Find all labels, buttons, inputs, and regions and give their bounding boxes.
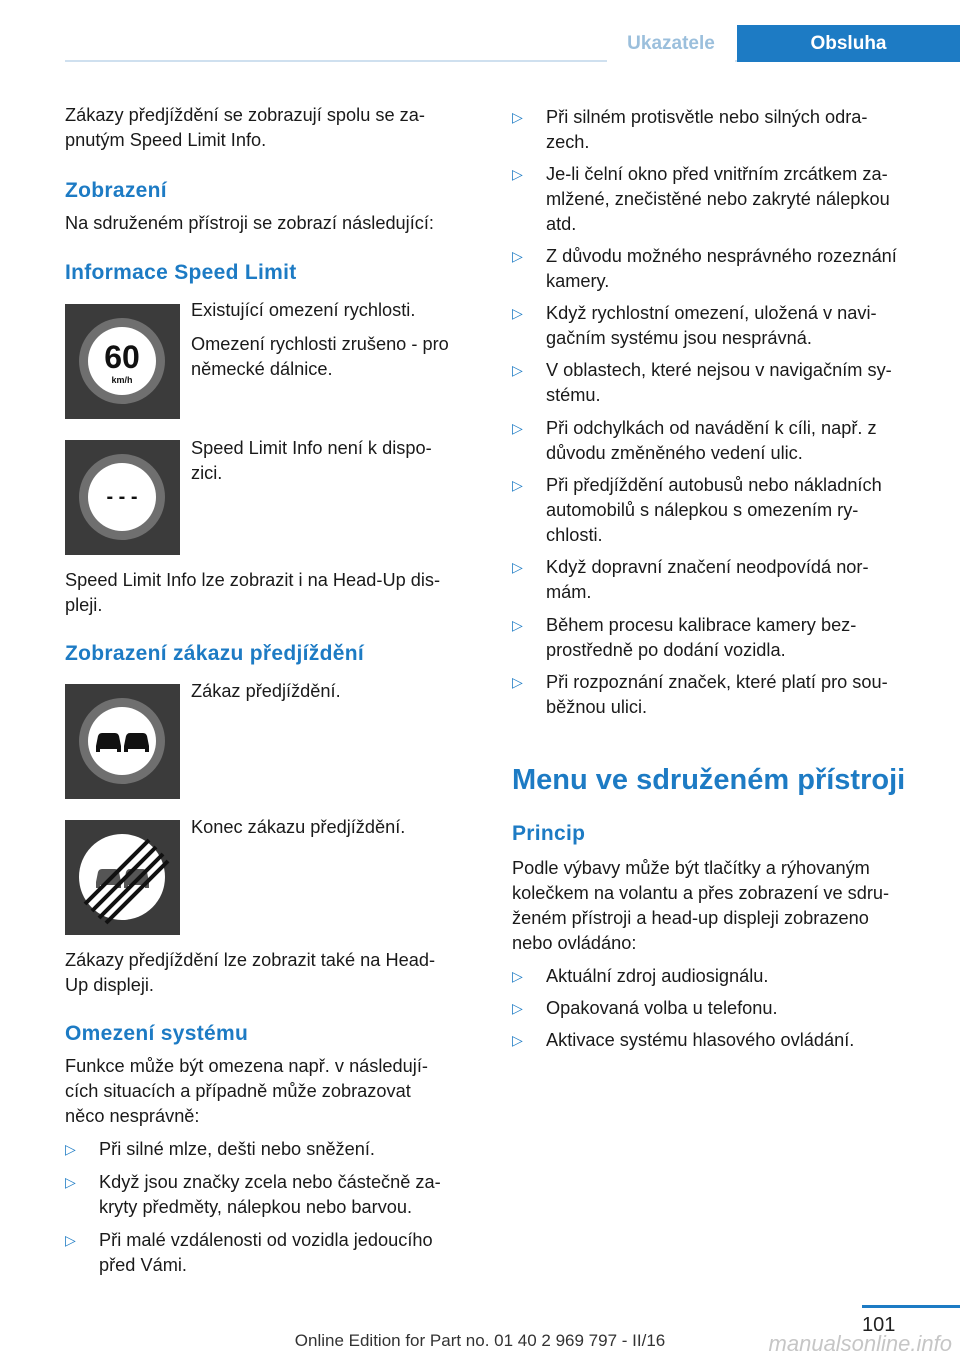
list-item: ▷ Při silné mlze, dešti nebo sněžení. [65,1137,485,1162]
list-item: ▷ Je-li čelní okno před vnitřním zrcátkem za- mlžené, znečistěné nebo zakryté nálepkou atd. [512,162,932,237]
sign-nopass-text: Zákaz předjíždění. [191,681,341,701]
sign-60-text1: Existující omezení rychlosti. [191,300,416,320]
princip-text: Podle výbavy může být tlačítky a rýhovaným kolečkem na volantu a přes zobrazení ve sdru- ženém přístroji a head-up displeji zobrazeno nebo ovládáno: [512,858,890,953]
edition-text: Online Edition for Part no. 01 40 2 969 797 - II/16 [294,1331,666,1350]
heading-zobrazeni: Zobrazení [65,179,167,202]
list-item: ▷ Při silném protisvětle nebo silných odra- zech. [512,105,932,155]
triangle-bullet-icon: ▷ [65,1174,76,1190]
triangle-bullet-icon: ▷ [512,674,523,690]
triangle-bullet-icon: ▷ [512,559,523,575]
triangle-bullet-icon: ▷ [512,362,523,378]
sign-60-value: 60 [104,339,140,375]
sign-endnopass-text: Konec zákazu předjíždění. [191,817,406,837]
speed-limit-unavailable-sign-icon [65,440,180,555]
triangle-bullet-icon: ▷ [512,968,523,984]
list-item: ▷ Když jsou značky zcela nebo částečně za- kryty předměty, nálepkou nebo barvou. [65,1170,485,1220]
triangle-bullet-icon: ▷ [65,1141,76,1157]
list-item: ▷ Při odchylkách od navádění k cíli, např. z důvodu změněného vedení ulic. [512,416,932,466]
list-item: ▷ Při předjíždění autobusů nebo nákladních automobilů s nálepkou s omezením ry- chlosti. [512,473,932,548]
triangle-bullet-icon: ▷ [512,248,523,264]
footer-rule [862,1305,960,1308]
zobrazeni-text: Na sdruženém přístroji se zobrazí následující: [65,213,434,233]
list-item: ▷ Aktuální zdroj audiosignálu. [512,964,932,989]
triangle-bullet-icon: ▷ [65,1232,76,1248]
list-item: ▷ Když rychlostní omezení, uložená v navi- gačním systému jsou nesprávná. [512,301,932,351]
list-item: ▷ Při malé vzdálenosti od vozidla jedoucího před Vámi. [65,1228,485,1278]
list-item: ▷ Když dopravní značení neodpovídá nor- mám. [512,555,932,605]
tab-obsluha[interactable]: Obsluha [737,25,960,62]
heading-princip: Princip [512,822,586,845]
triangle-bullet-icon: ▷ [512,166,523,182]
no-passing-sign-icon [65,684,180,799]
list-item: ▷ Při rozpoznání značek, které platí pro sou- běžnou ulici. [512,670,932,720]
watermark: manualsonline.info [768,1331,952,1356]
heading-omezeni: Omezení systému [65,1022,249,1045]
tab-ukazatele[interactable]: Ukazatele [607,25,735,62]
triangle-bullet-icon: ▷ [512,420,523,436]
intro-text: Zákazy předjíždění se zobrazují spolu se za- pnutým Speed Limit Info. [65,105,425,150]
speed-limit-60-sign-icon [65,304,180,419]
sign-60-text2: Omezení rychlosti zrušeno - pro německé dálnice. [191,334,449,379]
sign-60-unit: km/h [111,375,133,385]
triangle-bullet-icon: ▷ [512,1032,523,1048]
heading-zakaz: Zobrazení zákazu předjíždění [65,642,364,665]
list-item: ▷ Během procesu kalibrace kamery bez- prostředně po dodání vozidla. [512,613,932,663]
hud-text: Speed Limit Info lze zobrazit i na Head-Up dis- pleji. [65,570,441,615]
heading-menu: Menu ve sdruženém přístroji [512,764,906,796]
triangle-bullet-icon: ▷ [512,477,523,493]
list-item: ▷ Z důvodu možného nesprávného rozeznání kamery. [512,244,932,294]
triangle-bullet-icon: ▷ [512,617,523,633]
triangle-bullet-icon: ▷ [512,109,523,125]
triangle-bullet-icon: ▷ [512,1000,523,1016]
sign-na-text: Speed Limit Info není k dispo- zici. [191,438,432,483]
omezeni-text: Funkce může být omezena např. v následují- cích situacích a případně může zobrazovat něco nesprávně: [65,1056,428,1126]
sign-na-value: - - - [106,486,138,508]
end-no-passing-sign-icon [65,820,180,935]
list-item: ▷ V oblastech, které nejsou v navigačním sy- stému. [512,358,932,408]
list-item: ▷ Opakovaná volba u telefonu. [512,996,932,1021]
list-item: ▷ Aktivace systému hlasového ovládání. [512,1028,932,1053]
triangle-bullet-icon: ▷ [512,305,523,321]
heading-info-speed-limit: Informace Speed Limit [65,261,297,284]
page-number: 101 [862,1314,896,1336]
hud-zakaz-text: Zákazy předjíždění lze zobrazit také na Head- Up displeji. [65,950,436,995]
